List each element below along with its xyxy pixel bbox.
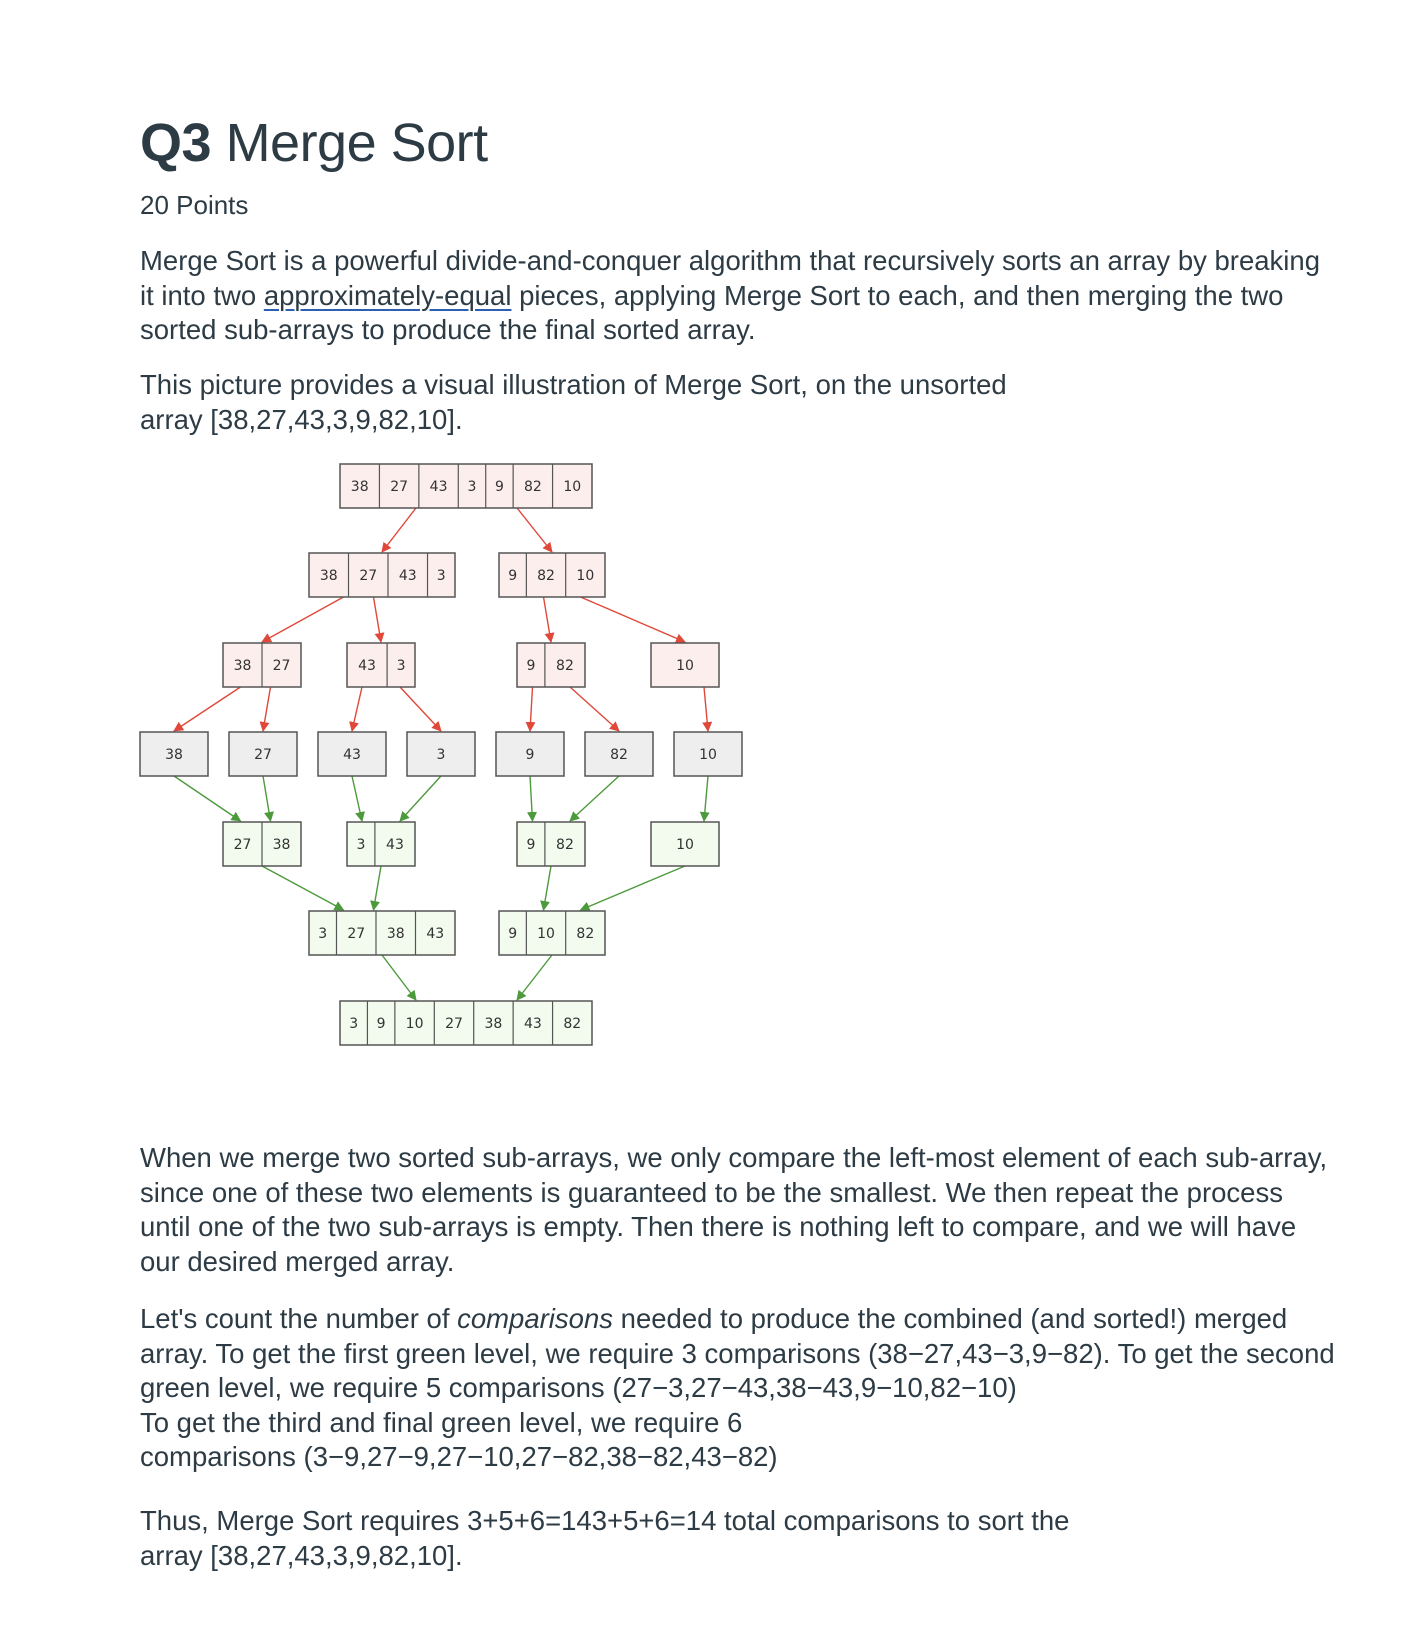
- array-cell-value: 38: [165, 747, 183, 763]
- array-cell-value: 10: [676, 837, 694, 853]
- points-label: 20 Points: [140, 190, 249, 220]
- array-cell-value: 10: [563, 479, 582, 495]
- counting-third-level-comparisons: comparisons (3−9,27−9,27−10,27−82,38−82,43−82): [140, 1441, 778, 1472]
- array-box-r1a: [309, 553, 455, 597]
- array-box-l4: [407, 732, 475, 776]
- array-box-m1c: [517, 822, 585, 866]
- intro-text-end: pieces, applying Merge Sort to each, and then merging the two sorted sub-arrays to produce the final sorted array.: [140, 279, 1284, 345]
- merge-arrow: [530, 776, 533, 821]
- merge-arrow: [262, 866, 344, 910]
- array-cell-value: 9: [508, 926, 518, 942]
- merge-arrow: [570, 776, 619, 821]
- counting-text-end: needed to produce the combined (and sorted!) merged array. To get the first green level, we require 3 comparisons (38−27,43−3,9−82). To get the second green level, we require 5 comparisons (27−3,27−43,38−43,9−10,82−10): [140, 1303, 1335, 1403]
- array-cell-value: 43: [358, 658, 376, 674]
- array-cell-value: 3: [356, 837, 366, 853]
- array-cell-value: 43: [398, 568, 417, 584]
- array-box-m2a: [309, 911, 455, 955]
- array-box-r1b: [499, 553, 605, 597]
- array-cell-value: 27: [233, 837, 252, 853]
- array-cell-value: 43: [343, 747, 361, 763]
- split-arrow: [263, 687, 271, 731]
- array-cell-value: 43: [429, 479, 448, 495]
- array-cell-value: 38: [350, 479, 369, 495]
- array-cell-value: 3: [318, 926, 328, 942]
- split-arrow: [544, 597, 552, 642]
- array-cell-value: 27: [445, 1016, 463, 1032]
- array-cell-value: 10: [699, 747, 717, 763]
- split-arrow: [570, 687, 619, 731]
- array-cell-value: 38: [319, 568, 338, 584]
- merge-arrow: [263, 776, 271, 821]
- array-box-l6: [585, 732, 653, 776]
- merge-arrow: [704, 776, 708, 821]
- array-box-m1b: [347, 822, 415, 866]
- array-cell-value: 82: [576, 926, 595, 942]
- split-arrow: [174, 687, 241, 731]
- split-arrow: [704, 687, 708, 731]
- array-box-r2a: [223, 643, 301, 687]
- array-box-m1d: [651, 822, 719, 866]
- split-arrow: [374, 597, 382, 642]
- array-cell-value: 27: [390, 479, 409, 495]
- split-arrow: [517, 508, 552, 552]
- array-box-l5: [496, 732, 564, 776]
- conclusion-line1: Thus, Merge Sort requires 3+5+6=143+5+6=14 total comparisons to sort the: [140, 1505, 1070, 1536]
- array-cell-value: 38: [233, 658, 252, 674]
- split-arrow: [352, 687, 362, 731]
- array-box-m1a: [223, 822, 301, 866]
- array-cell-value: 3: [467, 479, 477, 495]
- merge-explanation-paragraph: When we merge two sorted sub-arrays, we only compare the left-most element of each sub-array, since one of these two elements is guaranteed to be the smallest. We then repeat the process until one of the two sub-arrays is empty. Then there is nothing left to compare, and we will have our desired merged array.: [140, 1142, 1328, 1277]
- array-box-r2c: [517, 643, 585, 687]
- array-cell-value: 9: [508, 568, 518, 584]
- array-cell-value: 82: [556, 658, 574, 674]
- array-cell-value: 27: [254, 747, 272, 763]
- underlined-word-text: approximately-equal: [263, 279, 512, 311]
- array-cell-value: 10: [405, 1016, 424, 1032]
- merge-arrow: [517, 955, 552, 1000]
- counting-text-start: Let's count the number of: [140, 1303, 458, 1334]
- array-cell-value: 27: [272, 658, 291, 674]
- split-arrow: [382, 508, 416, 552]
- array-box-l1: [140, 732, 208, 776]
- intro-text-start: Merge Sort is a powerful divide-and-conquer algorithm that recursively sorts an array by breaking it into two: [140, 245, 1320, 311]
- merge-arrow: [544, 866, 552, 910]
- array-cell-value: 38: [386, 926, 405, 942]
- picture-intro-line2: array [38,27,43,3,9,82,10].: [140, 403, 463, 435]
- array-cell-value: 43: [386, 837, 404, 853]
- conclusion-line2: array [38,27,43,3,9,82,10].: [140, 1539, 463, 1571]
- question-number: Q3: [140, 113, 212, 173]
- split-arrow: [400, 687, 441, 731]
- array-cell-value: 9: [526, 837, 536, 853]
- array-cell-value: 9: [525, 747, 535, 763]
- merge-arrow: [382, 955, 416, 1000]
- merge-arrow: [174, 776, 241, 821]
- array-cell-value: 82: [563, 1016, 582, 1032]
- merge-arrow: [400, 776, 441, 821]
- array-cell-value: 38: [272, 837, 291, 853]
- array-cell-value: 38: [484, 1016, 503, 1032]
- split-arrow: [530, 687, 533, 731]
- split-arrow: [262, 597, 344, 642]
- array-cell-value: 82: [556, 837, 574, 853]
- merge-arrow: [374, 866, 382, 910]
- array-box-r2d: [651, 643, 719, 687]
- array-cell-value: 27: [359, 568, 378, 584]
- array-cell-value: 3: [396, 658, 406, 674]
- picture-intro-line1: This picture provides a visual illustration of Merge Sort, on the unsorted: [140, 369, 1007, 400]
- array-box-m3: [340, 1001, 592, 1045]
- comparisons-emphasis: comparisons: [457, 1303, 614, 1334]
- merge-arrow: [352, 776, 362, 821]
- array-cell-value: 43: [523, 1016, 542, 1032]
- array-cell-value: 82: [523, 479, 542, 495]
- array-box-frame: [340, 464, 592, 508]
- array-cell-value: 3: [436, 568, 446, 584]
- array-cell-value: 43: [426, 926, 445, 942]
- merge-arrow: [581, 866, 686, 910]
- array-cell-value: 82: [537, 568, 555, 584]
- array-cell-value: 10: [676, 658, 694, 674]
- array-cell-value: 10: [576, 568, 595, 584]
- array-box-l7: [674, 732, 742, 776]
- array-box-r2b: [347, 643, 415, 687]
- counting-third-level-line: To get the third and final green level, we require 6: [140, 1406, 743, 1438]
- question-title-text: Merge Sort: [225, 113, 488, 173]
- array-box-m2b: [499, 911, 605, 955]
- array-cell-value: 9: [494, 479, 504, 495]
- array-box-r0: [340, 464, 592, 508]
- array-cell-value: 3: [436, 747, 446, 763]
- array-box-l2: [229, 732, 297, 776]
- array-cell-value: 10: [537, 926, 555, 942]
- diagram-arrays: [140, 464, 742, 1045]
- array-cell-value: 9: [526, 658, 536, 674]
- array-cell-value: 82: [610, 747, 628, 763]
- array-cell-value: 9: [376, 1016, 386, 1032]
- array-box-l3: [318, 732, 386, 776]
- split-arrow: [581, 597, 686, 642]
- array-cell-value: 3: [349, 1016, 359, 1032]
- array-cell-value: 27: [347, 926, 366, 942]
